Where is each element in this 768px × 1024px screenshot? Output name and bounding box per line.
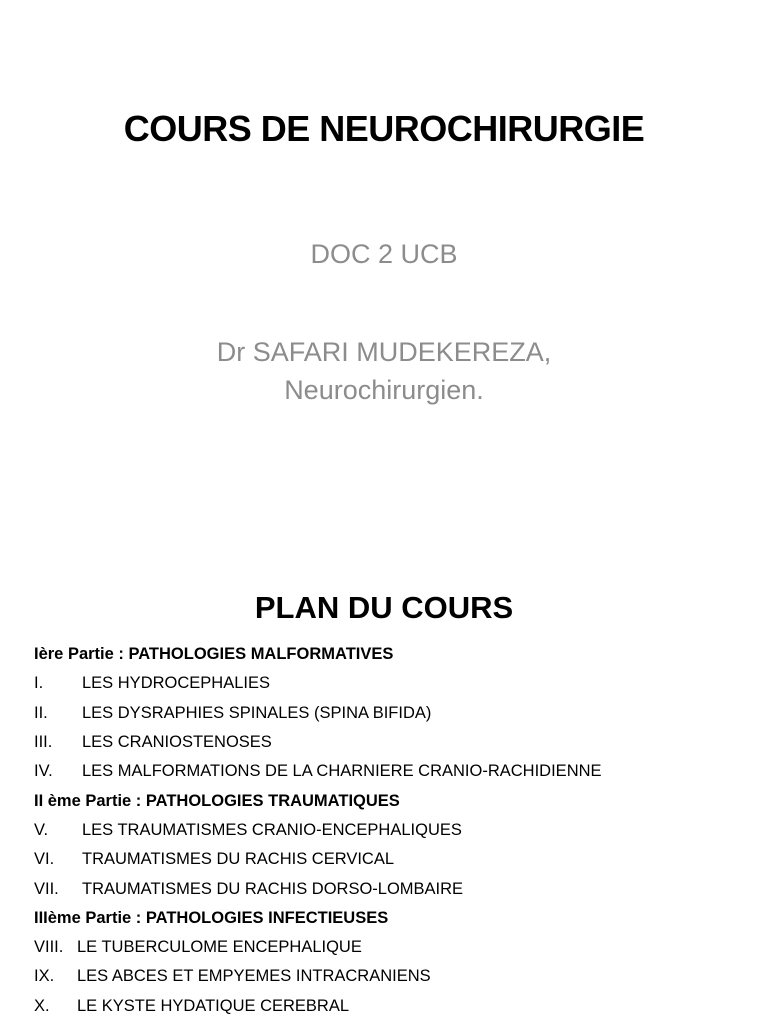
- author-name: Dr SAFARI MUDEKEREZA,: [216, 337, 552, 367]
- list-item: [34, 728, 754, 757]
- part-heading: Ière Partie : PATHOLOGIES MALFORMATIVES: [34, 645, 394, 664]
- item-number: VIII.: [34, 938, 64, 957]
- item-text: LES TRAUMATISMES CRANIO-ENCEPHALIQUES: [82, 820, 462, 839]
- list-item: [34, 933, 754, 962]
- item-number: VII.: [34, 879, 59, 898]
- item-text: LES CRANIOSTENOSES: [82, 733, 272, 752]
- part-heading: IIIème Partie : PATHOLOGIES INFECTIEUSES: [34, 908, 389, 927]
- item-number: I.: [34, 674, 44, 693]
- list-item: [34, 845, 754, 874]
- item-text: TRAUMATISMES DU RACHIS DORSO-LOMBAIRE: [82, 879, 464, 898]
- list-item: [34, 816, 754, 845]
- item-text: LES ABCES ET EMPYEMES INTRACRANIENS: [77, 967, 431, 986]
- item-number: II.: [34, 703, 48, 722]
- item-text: LE TUBERCULOME ENCEPHALIQUE: [77, 938, 362, 957]
- item-text: LE KYSTE HYDATIQUE CEREBRAL: [77, 996, 350, 1015]
- list-item: [34, 757, 754, 786]
- item-text: LES MALFORMATIONS DE LA CHARNIERE CRANIO-RACHIDIENNE: [82, 762, 602, 781]
- item-number: III.: [34, 733, 53, 752]
- document-label: DOC 2 UCB: [310, 239, 458, 269]
- item-number: V.: [34, 820, 49, 839]
- list-item: [34, 874, 754, 903]
- part-heading: II ème Partie : PATHOLOGIES TRAUMATIQUES: [34, 791, 400, 810]
- list-item: [34, 962, 754, 991]
- course-outline: [34, 640, 754, 1021]
- course-title: COURS DE NEUROCHIRURGIE: [123, 108, 645, 149]
- author-role: Neurochirurgien.: [284, 375, 484, 405]
- list-item: [34, 992, 754, 1021]
- plan-title: PLAN DU COURS: [254, 590, 514, 625]
- item-text: TRAUMATISMES DU RACHIS CERVICAL: [82, 850, 395, 869]
- list-item: [34, 699, 754, 728]
- list-item: [34, 669, 754, 698]
- item-text: LES HYDROCEPHALIES: [82, 674, 270, 693]
- plan-slide: [0, 560, 768, 1024]
- item-text: LES DYSRAPHIES SPINALES (SPINA BIFIDA): [82, 703, 432, 722]
- item-number: IX.: [34, 967, 55, 986]
- item-number: IV.: [34, 762, 53, 781]
- item-number: VI.: [34, 850, 55, 869]
- item-number: X.: [34, 996, 50, 1015]
